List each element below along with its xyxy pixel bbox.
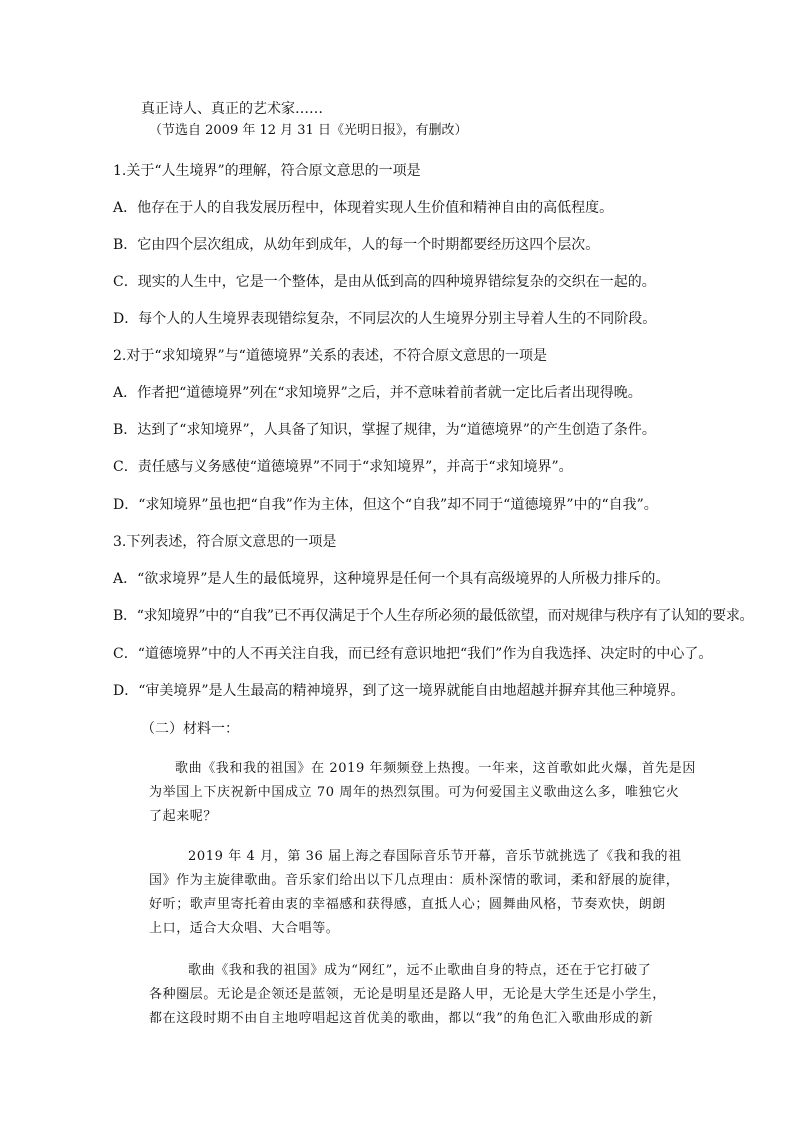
source-citation: （节选自 2009 年 12 月 31 日《光明日报》，有删改） bbox=[149, 123, 468, 138]
paragraph-line: 各种圈层。无论是企领还是蓝领，无论是明星还是路人甲，无论是大学生还是小学生， bbox=[149, 987, 666, 1002]
paragraph-line: 上口，适合大众唱、大合唱等。 bbox=[149, 921, 340, 936]
option-d: D．每个人的人生境界表现错综复杂，不同层次的人生境界分别主导着人生的不同阶段。 bbox=[113, 311, 657, 327]
option-d: D．“求知境界”虽也把“自我”作为主体，但这个“自我”却不同于“道德境界”中的“自我”。 bbox=[113, 497, 658, 513]
option-c: C．“道德境界”中的人不再关注自我，而已经有意识地把“我们”作为自我选择、决定时的中心了。 bbox=[113, 646, 713, 662]
option-c: C．现实的人生中，它是一个整体，是由从低到高的四种境界错综复杂的交织在一起的。 bbox=[113, 274, 656, 290]
paragraph-line: 了起来呢？ bbox=[149, 809, 218, 824]
option-b: B．它由四个层次组成，从幼年到成年，人的每一个时期都要经历这四个层次。 bbox=[113, 237, 600, 253]
question-stem: 1.关于“人生境界”的理解，符合原文意思的一项是 bbox=[113, 163, 421, 179]
option-a: A．他存在于人的自我发展历程中，体现着实现人生价值和精神自由的高低程度。 bbox=[113, 200, 614, 216]
paragraph-line: 歌曲《我和我的祖国》成为“网红”，远不止歌曲自身的特点，还在于它打破了 bbox=[188, 963, 652, 978]
material-heading: （二）材料一： bbox=[141, 721, 239, 737]
question-stem: 3.下列表述，符合原文意思的一项是 bbox=[113, 534, 337, 550]
paragraph-line: 都在这段时期不由自主地哼唱起这首优美的歌曲，都以“我”的角色汇入歌曲形成的新 bbox=[149, 1011, 654, 1026]
option-b: B．达到了“求知境界”，人具备了知识，掌握了规律，为“道德境界”的产生创造了条件。 bbox=[113, 422, 656, 438]
paragraph-line: 为举国上下庆祝新中国成立 70 周年的热烈氛围。可为何爱国主义歌曲这么多，唯独它火 bbox=[149, 785, 680, 800]
question-stem: 2.对于“求知境界”与“道德境界”关系的表述，不符合原文意思的一项是 bbox=[113, 348, 547, 364]
paragraph-line: 歌曲《我和我的祖国》在 2019 年频频登上热搜。一年来，这首歌如此火爆，首先是因 bbox=[175, 761, 696, 776]
intro-line: 真正诗人、真正的艺术家…… bbox=[141, 101, 323, 117]
option-a: A．“欲求境界”是人生的最低境界，这种境界是任何一个具有高级境界的人所极力排斥的。 bbox=[113, 571, 670, 587]
option-a: A．作者把“道德境界”列在“求知境界”之后，并不意味着前者就一定比后者出现得晚。 bbox=[113, 385, 642, 401]
option-c: C．责任感与义务感使“道德境界”不同于“求知境界”，并高于“求知境界”。 bbox=[113, 459, 573, 475]
paragraph-line: 好听；歌声里寄托着由衷的幸福感和获得感，直抵人心；圆舞曲风格，节奏欢快，朗朗 bbox=[149, 897, 666, 912]
paragraph-line: 2019 年 4 月，第 36 届上海之春国际音乐节开幕，音乐节就挑选了《我和我的祖 bbox=[188, 849, 682, 864]
paragraph-line: 国》作为主旋律歌曲。音乐家们给出以下几点理由：质朴深情的歌词，柔和舒展的旋律， bbox=[149, 873, 680, 888]
option-d: D．“审美境界”是人生最高的精神境界，到了这一境界就能自由地超越并摒弃其他三种境界。 bbox=[113, 683, 685, 699]
option-b: B．“求知境界”中的“自我”已不再仅满足于个人生存所必须的最低欲望，而对规律与秩序有了认知的要求。 bbox=[113, 608, 754, 624]
